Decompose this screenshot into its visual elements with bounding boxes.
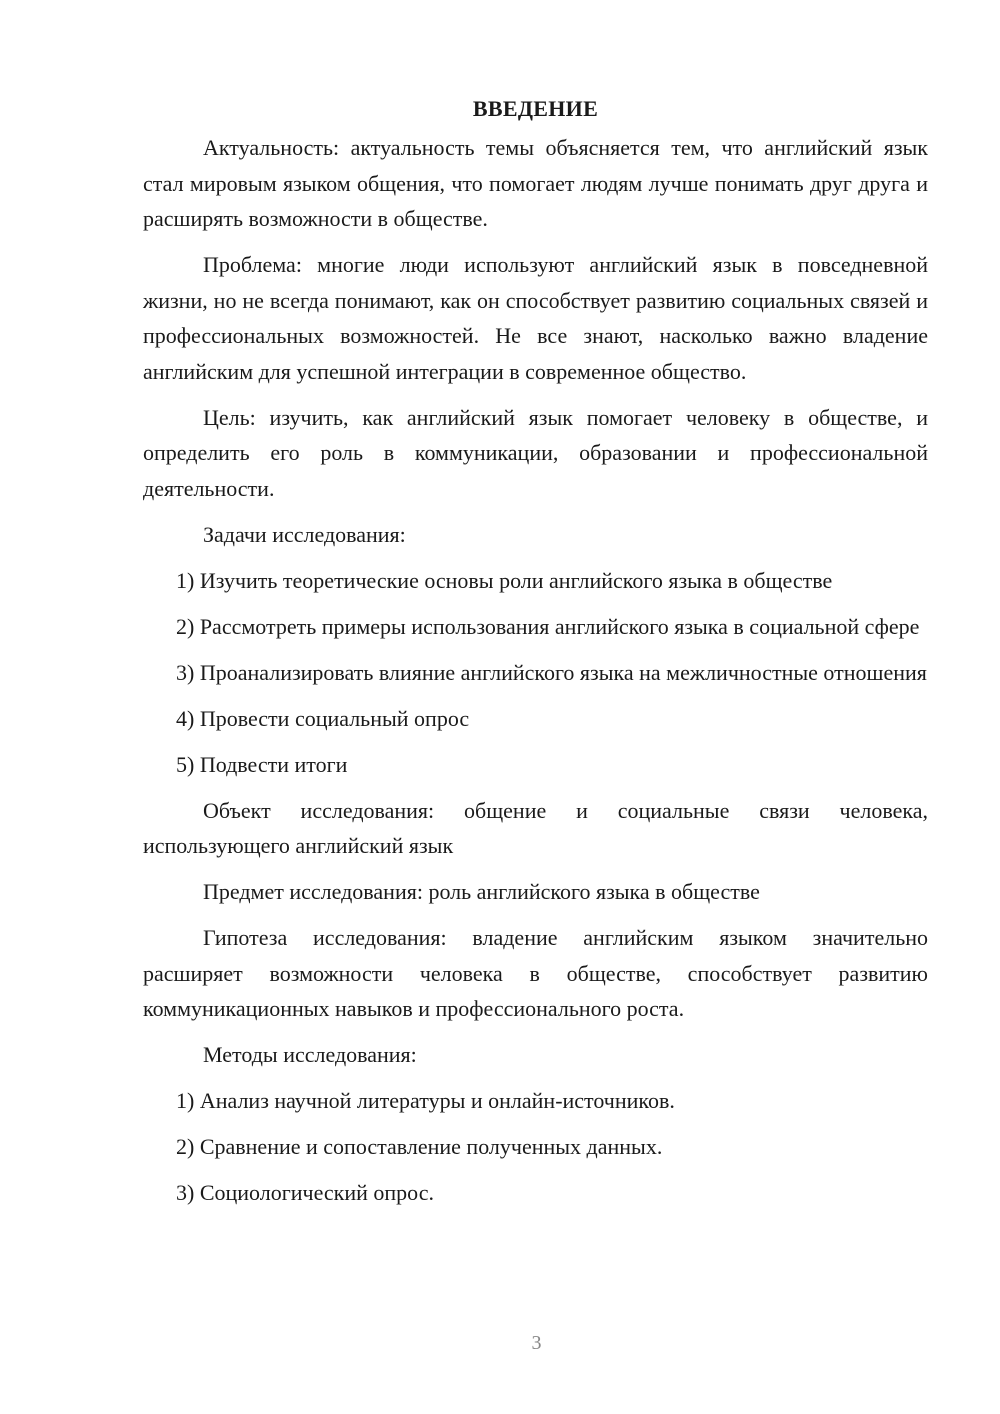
- document-page: [143, 92, 928, 1221]
- task-item: 4) Провести социальный опрос: [176, 705, 470, 731]
- problem-paragraph: Проблема: многие люди используют английский язык в повседневной жизни, но не всегда понимают, как он способствует развитию социальных связей и профессиональных возможностей. Не все знают, насколько важно владение английским для успешной интеграции в современное общество.: [143, 252, 928, 384]
- method-item: 1) Анализ научной литературы и онлайн-источников.: [176, 1088, 675, 1113]
- task-item: 2) Рассмотреть примеры использования английского языка в социальной сфере: [176, 613, 920, 639]
- goal-paragraph: Цель: изучить, как английский язык помогает человеку в обществе, и определить его роль в коммуникации, образовании и профессиональной деятельности.: [143, 404, 928, 501]
- document-title: ВВЕДЕНИЕ: [472, 96, 599, 121]
- object-paragraph: Объект исследования: общение и социальные связи человека, использующего английский язык: [143, 797, 928, 858]
- task-item: 5) Подвести итоги: [176, 751, 348, 777]
- method-item: 3) Социологический опрос.: [176, 1180, 434, 1205]
- hypothesis-paragraph: Гипотеза исследования: владение английским языком значительно расширяет возможности человека в обществе, способствует развитию коммуникационных навыков и профессионального роста.: [143, 925, 928, 1021]
- method-item: 2) Сравнение и сопоставление полученных данных.: [176, 1134, 663, 1159]
- relevance-paragraph: Актуальность: актуальность темы объясняется тем, что английский язык стал мировым языком общения, что помогает людям лучше понимать друг друга и расширять возможности в обществе.: [143, 135, 928, 231]
- subject-paragraph: Предмет исследования: роль английского языка в обществе: [203, 879, 760, 904]
- page-number: 3: [531, 1332, 542, 1354]
- task-item: 3) Проанализировать влияние английского языка на межличностные отношения: [176, 659, 927, 685]
- task-item: 1) Изучить теоретические основы роли английского языка в обществе: [176, 567, 833, 593]
- methods-heading: Методы исследования:: [203, 1042, 417, 1067]
- tasks-heading: Задачи исследования:: [203, 521, 406, 547]
